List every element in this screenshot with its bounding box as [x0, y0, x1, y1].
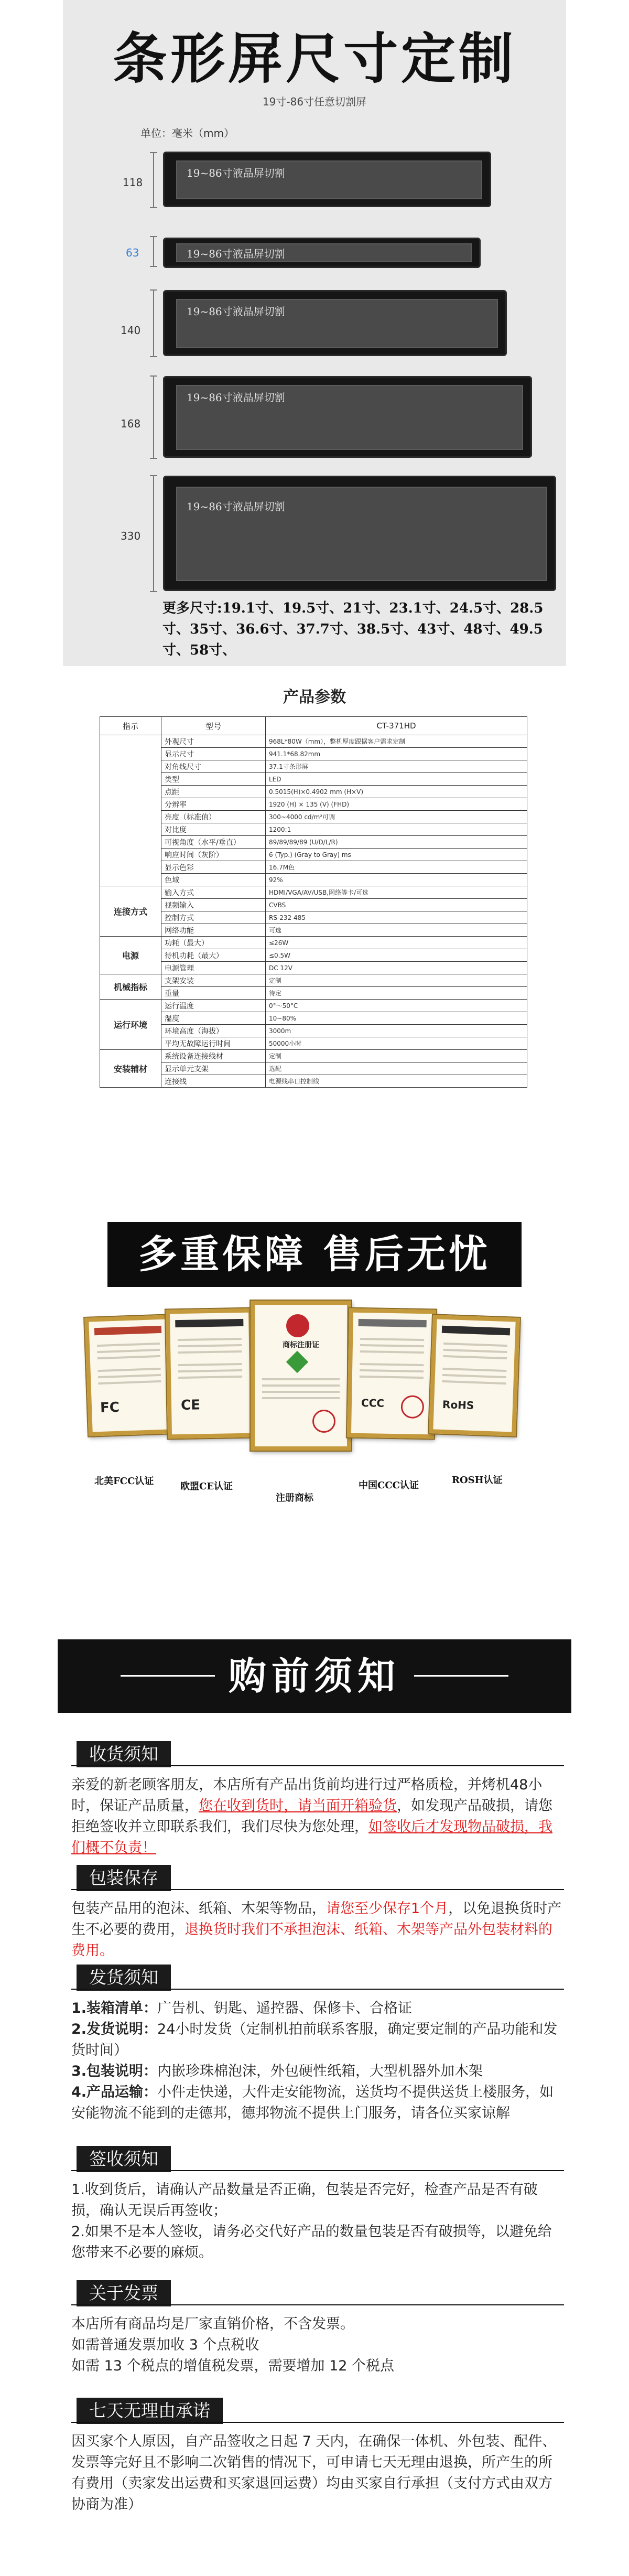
invoice-tag: 关于发票	[77, 2280, 171, 2306]
dimension-tick	[150, 152, 157, 153]
spec-name: 系统设备连接线材	[161, 1050, 266, 1062]
notice-section	[0, 1589, 629, 2576]
shipping-item: 1.装箱清单：广告机、钥匙、遥控器、保修卡、合格证	[71, 2000, 413, 2016]
height-label-63: 63	[126, 246, 139, 259]
spec-row	[100, 962, 527, 974]
bar-panel-118	[165, 153, 490, 206]
spec-name: 响应时间（灰阶）	[161, 849, 266, 861]
cert-caption-ce: 欧盟CE认证	[180, 1481, 233, 1492]
signing-tag: 签收须知	[77, 2146, 171, 2172]
invoice-line: 如需 13 个税点的增值税发票，需要增加 12 个税点	[71, 2358, 395, 2374]
spec-row	[100, 1037, 527, 1050]
params-title: 产品参数	[283, 688, 346, 706]
shipping-tag: 发货须知	[77, 1965, 171, 1991]
spec-name: 可视角度（水平/垂直）	[161, 836, 266, 849]
unit-label: 单位：毫米（mm）	[140, 127, 234, 139]
spec-name: 网络功能	[161, 924, 266, 937]
shipping-block	[71, 1965, 564, 2124]
panel-label: 19~86寸液晶屏切割	[187, 248, 285, 260]
spec-row	[100, 974, 527, 987]
more-sizes	[162, 598, 550, 661]
fcc-certificate	[84, 1315, 175, 1436]
spec-name: 外观尺寸	[161, 735, 266, 748]
spec-value: 92%	[266, 874, 527, 886]
bar-panel-168	[165, 378, 530, 456]
signing-block	[71, 2146, 564, 2263]
dimension-line	[153, 475, 154, 592]
spec-value: 可选	[266, 924, 527, 937]
dimension-tick	[150, 236, 157, 237]
spec-value: 0°～50°C	[266, 1000, 527, 1012]
dimension-line	[153, 375, 154, 458]
height-label-168: 168	[121, 417, 141, 430]
signing-line: 1.收到货后，请确认产品数量是否正确，包装是否完好，检查产品是否有破损，确认无误后再签收；	[71, 2182, 538, 2219]
panel-label: 19~86寸液晶屏切割	[187, 305, 285, 318]
invoice-line: 本店所有商品均是厂家直销价格，不含发票。	[71, 2316, 354, 2332]
spec-header-model-value: CT-371HD	[266, 717, 527, 735]
spec-row	[100, 773, 527, 786]
dimension-tick	[150, 289, 157, 291]
dimension-tick	[150, 375, 157, 377]
spec-value: 300~4000 cd/m²可调	[266, 811, 527, 823]
ce-certificate	[166, 1308, 255, 1439]
ccc-mark: CCC	[361, 1396, 385, 1410]
spec-row	[100, 937, 527, 949]
spec-row	[100, 886, 527, 899]
spec-value: CVBS	[266, 899, 527, 911]
packing-tag: 包装保存	[77, 1865, 171, 1891]
invoice-text	[71, 2314, 564, 2377]
spec-category: 安装辅材	[100, 1050, 161, 1088]
dimension-tick	[150, 207, 157, 208]
spec-category: 运行环境	[100, 1000, 161, 1050]
spec-name: 湿度	[161, 1012, 266, 1025]
spec-row	[100, 1050, 527, 1062]
spec-value: HDMI/VGA/AV/USB,网络等卡/可选	[266, 886, 527, 899]
cert-caption-fcc: 北美FCC认证	[94, 1476, 154, 1487]
spec-name: 连接线	[161, 1075, 266, 1088]
receipt-block	[71, 1741, 564, 1859]
receipt-text: 亲爱的新老顾客朋友，本店所有产品出货前均进行过严格质检，并烤机48小时，保证产品质量，您在收到货时，请当面开箱验货，如发现产品破损，请您拒绝签收并立即联系我们，我们尽快为您处理，如签收后才发现物品破损，我们概不负责！	[71, 1777, 552, 1856]
ce-mark: CE	[180, 1397, 201, 1413]
cert-caption-trademark: 注册商标	[276, 1493, 313, 1504]
spec-value: 968L*80W（mm），整机厚度跟据客户需求定制	[266, 735, 527, 748]
shipping-item: 3.包装说明：内嵌珍珠棉泡沫，外包硬性纸箱，大型机器外加木架	[71, 2063, 483, 2079]
dimension-tick	[150, 591, 157, 592]
spec-row	[100, 811, 527, 823]
spec-value: RS-232 485	[266, 911, 527, 924]
height-label-140: 140	[121, 324, 141, 337]
returns-text: 因买家个人原因，自产品签收之日起 7 天内，在确保一体机、外包装、配件、发票等完好且不影响二次销售的情况下，可申请七天无理由退换，所产生的所有费用（卖家发出运费和买家退回运费）均由买家自行承担（支付方式由双方协商为准）	[71, 2433, 557, 2513]
ccc-certificate	[347, 1308, 436, 1439]
spec-name: 亮度（标准值）	[161, 811, 266, 823]
dimension-line	[153, 236, 154, 266]
spec-row	[100, 849, 527, 861]
packing-block	[71, 1865, 564, 1961]
spec-row	[100, 911, 527, 924]
spec-row	[100, 823, 527, 836]
dimension-line	[153, 289, 154, 357]
size-section	[63, 0, 566, 666]
spec-name: 视频输入	[161, 899, 266, 911]
trademark-certificate	[251, 1301, 351, 1451]
spec-value: DC 12V	[266, 962, 527, 974]
spec-row	[100, 924, 527, 937]
spec-row	[100, 1075, 527, 1088]
rohs-mark: RoHS	[442, 1398, 474, 1412]
spec-value: 1200:1	[266, 823, 527, 836]
dimension-tick	[150, 266, 157, 267]
size-subtitle: 19寸-86寸任意切割屏	[262, 95, 367, 108]
spec-name: 控制方式	[161, 911, 266, 924]
height-label-118: 118	[123, 176, 143, 189]
spec-header-row	[100, 717, 527, 735]
spec-name: 色域	[161, 874, 266, 886]
signing-line: 2.如果不是本人签收，请务必交代好产品的数量包装是否有破损等，以避免给您带来不必要的麻烦。	[71, 2224, 552, 2261]
notice-banner	[58, 1639, 571, 1713]
spec-value: 16.7M色	[266, 861, 527, 874]
spec-name: 显示色彩	[161, 861, 266, 874]
dimension-tick	[150, 356, 157, 357]
spec-name: 类型	[161, 773, 266, 786]
spec-name: 功耗（最大）	[161, 937, 266, 949]
more-sizes-list: 19.1寸、19.5寸、21寸、23.1寸、24.5寸、28.5寸、35寸、36.6寸、37.7寸、38.5寸、43寸、48寸、49.5寸、58寸、	[162, 600, 544, 658]
panel-label: 19~86寸液晶屏切割	[187, 167, 285, 179]
height-label-330: 330	[121, 530, 141, 542]
spec-category: 连接方式	[100, 886, 161, 937]
spec-name: 运行温度	[161, 1000, 266, 1012]
panel-label: 19~86寸液晶屏切割	[187, 391, 285, 404]
spec-name: 电源管理	[161, 962, 266, 974]
spec-header-model: 型号	[161, 717, 266, 735]
dimension-tick	[150, 458, 157, 459]
spec-row	[100, 1012, 527, 1025]
params-section	[0, 666, 629, 1222]
spec-value: 89/89/89/89 (U/D/L/R)	[266, 836, 527, 849]
spec-value: 1920 (H) × 135 (V) (FHD)	[266, 798, 527, 811]
returns-block	[71, 2398, 564, 2515]
bar-panel-140	[165, 292, 505, 355]
spec-table	[100, 716, 527, 1088]
spec-category	[100, 735, 161, 886]
red-stamp-icon	[401, 1395, 425, 1419]
shipping-item: 4.产品运输：小件走快递，大件走安能物流，送货均不提供送货上楼服务，如安能物流不能到的走德邦，德邦物流不提供上门服务，请各位买家谅解	[71, 2084, 554, 2121]
spec-row	[100, 1000, 527, 1012]
cert-caption-rohs: ROSH认证	[452, 1475, 503, 1486]
shipping-list	[71, 1998, 564, 2124]
spec-value: ≤26W	[266, 937, 527, 949]
fcc-mark: FC	[100, 1399, 120, 1416]
spec-value: 37.1寸条形屏	[266, 760, 527, 773]
spec-name: 待机功耗（最大）	[161, 949, 266, 962]
cert-caption-ccc: 中国CCC认证	[359, 1480, 419, 1491]
spec-name: 重量	[161, 987, 266, 1000]
spec-name: 对角线尺寸	[161, 760, 266, 773]
rohs-certificate	[429, 1315, 520, 1436]
spec-value: 50000小时	[266, 1037, 527, 1050]
notice-title: 购前须知	[228, 1654, 400, 1698]
spec-value: 电源线串口控制线	[266, 1075, 527, 1088]
spec-name: 环境高度（海拔）	[161, 1025, 266, 1037]
spec-row	[100, 760, 527, 773]
dimension-line	[153, 152, 154, 208]
bar-panel-330	[165, 477, 555, 589]
spec-row	[100, 735, 527, 748]
spec-value: LED	[266, 773, 527, 786]
spec-name: 点距	[161, 786, 266, 798]
spec-row	[100, 861, 527, 874]
spec-value: 0.5015(H)×0.4902 mm (H×V)	[266, 786, 527, 798]
spec-name: 平均无故障运行时间	[161, 1037, 266, 1050]
spec-header-indicator: 指示	[100, 717, 161, 735]
spec-value: 选配	[266, 1062, 527, 1075]
size-title: 条形屏尺寸定制	[112, 26, 516, 91]
invoice-line: 如需普通发票加收 3 个点税收	[71, 2337, 259, 2353]
spec-row	[100, 949, 527, 962]
spec-row	[100, 899, 527, 911]
trademark-mark: 商标注册证	[283, 1341, 319, 1349]
guarantee-section	[0, 1222, 629, 1589]
panel-label: 19~86寸液晶屏切割	[187, 500, 285, 513]
spec-value: 定制	[266, 974, 527, 987]
spec-name: 对比度	[161, 823, 266, 836]
bar-panel-63	[165, 239, 479, 266]
spec-row	[100, 836, 527, 849]
spec-row	[100, 748, 527, 760]
spec-row	[100, 874, 527, 886]
spec-row	[100, 798, 527, 811]
guarantee-banner: 多重保障 售后无忧	[107, 1222, 522, 1287]
more-sizes-prefix: 更多尺寸:	[162, 600, 222, 616]
emblem-icon	[286, 1314, 309, 1337]
shipping-item: 2.发货说明：24小时发货（定制机拍前联系客服，确定要定制的产品功能和发货时间）	[71, 2021, 558, 2058]
spec-value: 3000m	[266, 1025, 527, 1037]
spec-category: 机械指标	[100, 974, 161, 1000]
spec-name: 显示单元支架	[161, 1062, 266, 1075]
spec-value: 10~80%	[266, 1012, 527, 1025]
spec-value: 定制	[266, 1050, 527, 1062]
dimension-tick	[150, 475, 157, 476]
trademark-logo-icon	[286, 1351, 308, 1373]
spec-row	[100, 987, 527, 1000]
red-stamp-icon	[312, 1410, 335, 1433]
spec-row	[100, 786, 527, 798]
receipt-tag: 收货须知	[77, 1741, 171, 1767]
returns-tag: 七天无理由承诺	[77, 2398, 223, 2424]
spec-name: 支架安装	[161, 974, 266, 987]
spec-category: 电源	[100, 937, 161, 974]
spec-name: 显示尺寸	[161, 748, 266, 760]
spec-row	[100, 1062, 527, 1075]
spec-value: 941.1*68.82mm	[266, 748, 527, 760]
spec-name: 输入方式	[161, 886, 266, 899]
spec-name: 分辨率	[161, 798, 266, 811]
signing-text	[71, 2180, 564, 2263]
invoice-block	[71, 2280, 564, 2377]
spec-row	[100, 1025, 527, 1037]
spec-value: 6 (Typ.) (Gray to Gray) ms	[266, 849, 527, 861]
spec-value: ≤0.5W	[266, 949, 527, 962]
spec-value: 待定	[266, 987, 527, 1000]
packing-text: 包装产品用的泡沫、纸箱、木架等物品，请您至少保存1个月，以免退换货时产生不必要的费用，退换货时我们不承担泡沫、纸箱、木架等产品外包装材料的费用。	[71, 1901, 562, 1959]
